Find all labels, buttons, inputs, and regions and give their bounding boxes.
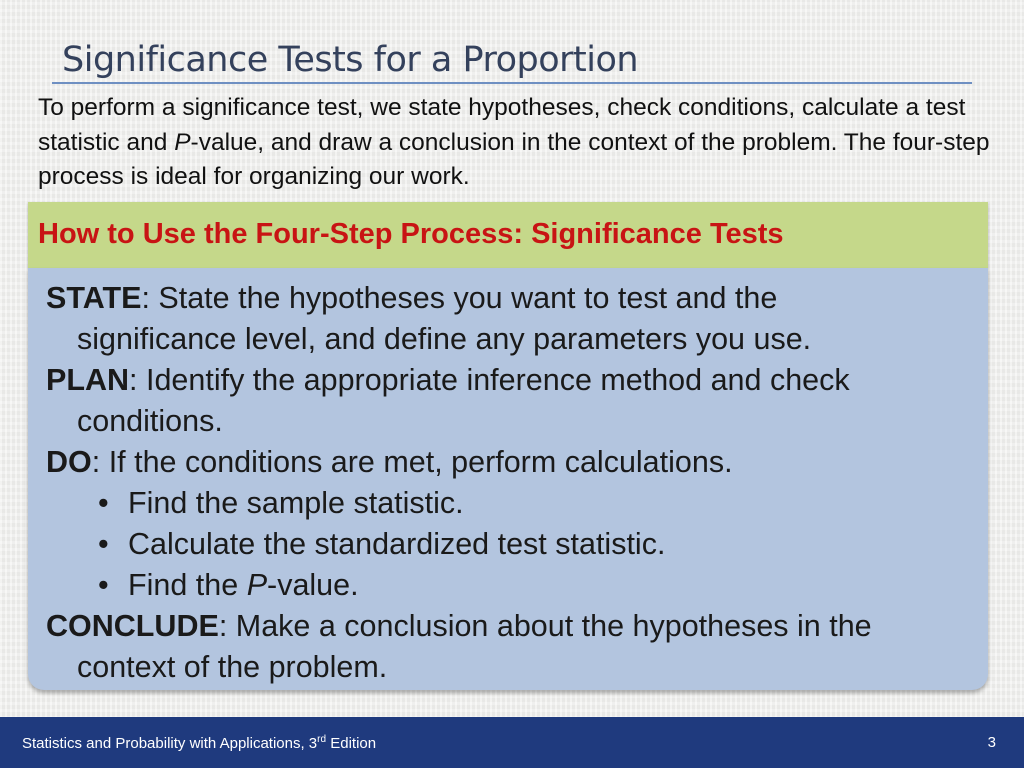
state-step: [46, 278, 970, 319]
four-step-header: [28, 202, 988, 268]
state-label: STATE: [46, 281, 142, 315]
state-text-2: significance level, and define any parameters you use.: [77, 322, 812, 356]
do-bullet-3-italic: P: [246, 568, 268, 602]
state-text-1: : State the hypotheses you want to test and the: [141, 281, 778, 315]
conclude-step: [46, 606, 970, 647]
plan-label: PLAN: [46, 363, 130, 397]
four-step-header-text: How to Use the Four-Step Process: Significance Tests: [38, 217, 784, 250]
do-bullet-1: [46, 483, 970, 524]
do-label: DO: [46, 445, 92, 479]
conclude-text-2: context of the problem.: [77, 650, 388, 684]
intro-text-2: -value, and draw a conclusion in the context of the problem. The four-step process is ideal for organizing our work.: [38, 128, 990, 190]
bullet-glyph: •: [98, 486, 109, 520]
intro-text-1: To perform a significance test, we state hypotheses, check conditions, calculate a test statistic and: [38, 94, 966, 156]
intro-p-italic: P: [174, 128, 191, 156]
do-bullet-1-text: Find the sample statistic.: [128, 486, 464, 520]
book-title-pre: Statistics and Probability with Applications, 3: [22, 735, 318, 752]
footer-bar: [0, 717, 1024, 768]
book-title: [22, 734, 376, 752]
do-bullet-3-pre: Find the: [128, 568, 247, 602]
four-step-box: [28, 268, 988, 690]
do-bullet-2-text: Calculate the standardized test statistic.: [128, 527, 666, 561]
title-underline: [52, 82, 972, 84]
do-step: [46, 442, 970, 483]
book-title-sup: rd: [317, 734, 327, 745]
book-title-post: Edition: [326, 735, 377, 752]
do-bullet-3: [46, 565, 970, 606]
bullet-glyph: •: [98, 568, 109, 602]
conclude-text-1: : Make a conclusion about the hypotheses in the: [218, 609, 872, 643]
conclude-label: CONCLUDE: [46, 609, 219, 643]
bullet-glyph: •: [98, 527, 109, 561]
plan-step: [46, 360, 970, 401]
slide-title: Significance Tests for a Proportion: [62, 40, 639, 80]
intro-paragraph: [38, 91, 1013, 195]
plan-text-1: : Identify the appropriate inference method and check: [129, 363, 850, 397]
do-bullet-2: [46, 524, 970, 565]
do-bullet-3-post: -value.: [267, 568, 359, 602]
page-number: 3: [987, 734, 996, 751]
do-text-1: : If the conditions are met, perform calculations.: [91, 445, 733, 479]
plan-text-2: conditions.: [77, 404, 223, 438]
